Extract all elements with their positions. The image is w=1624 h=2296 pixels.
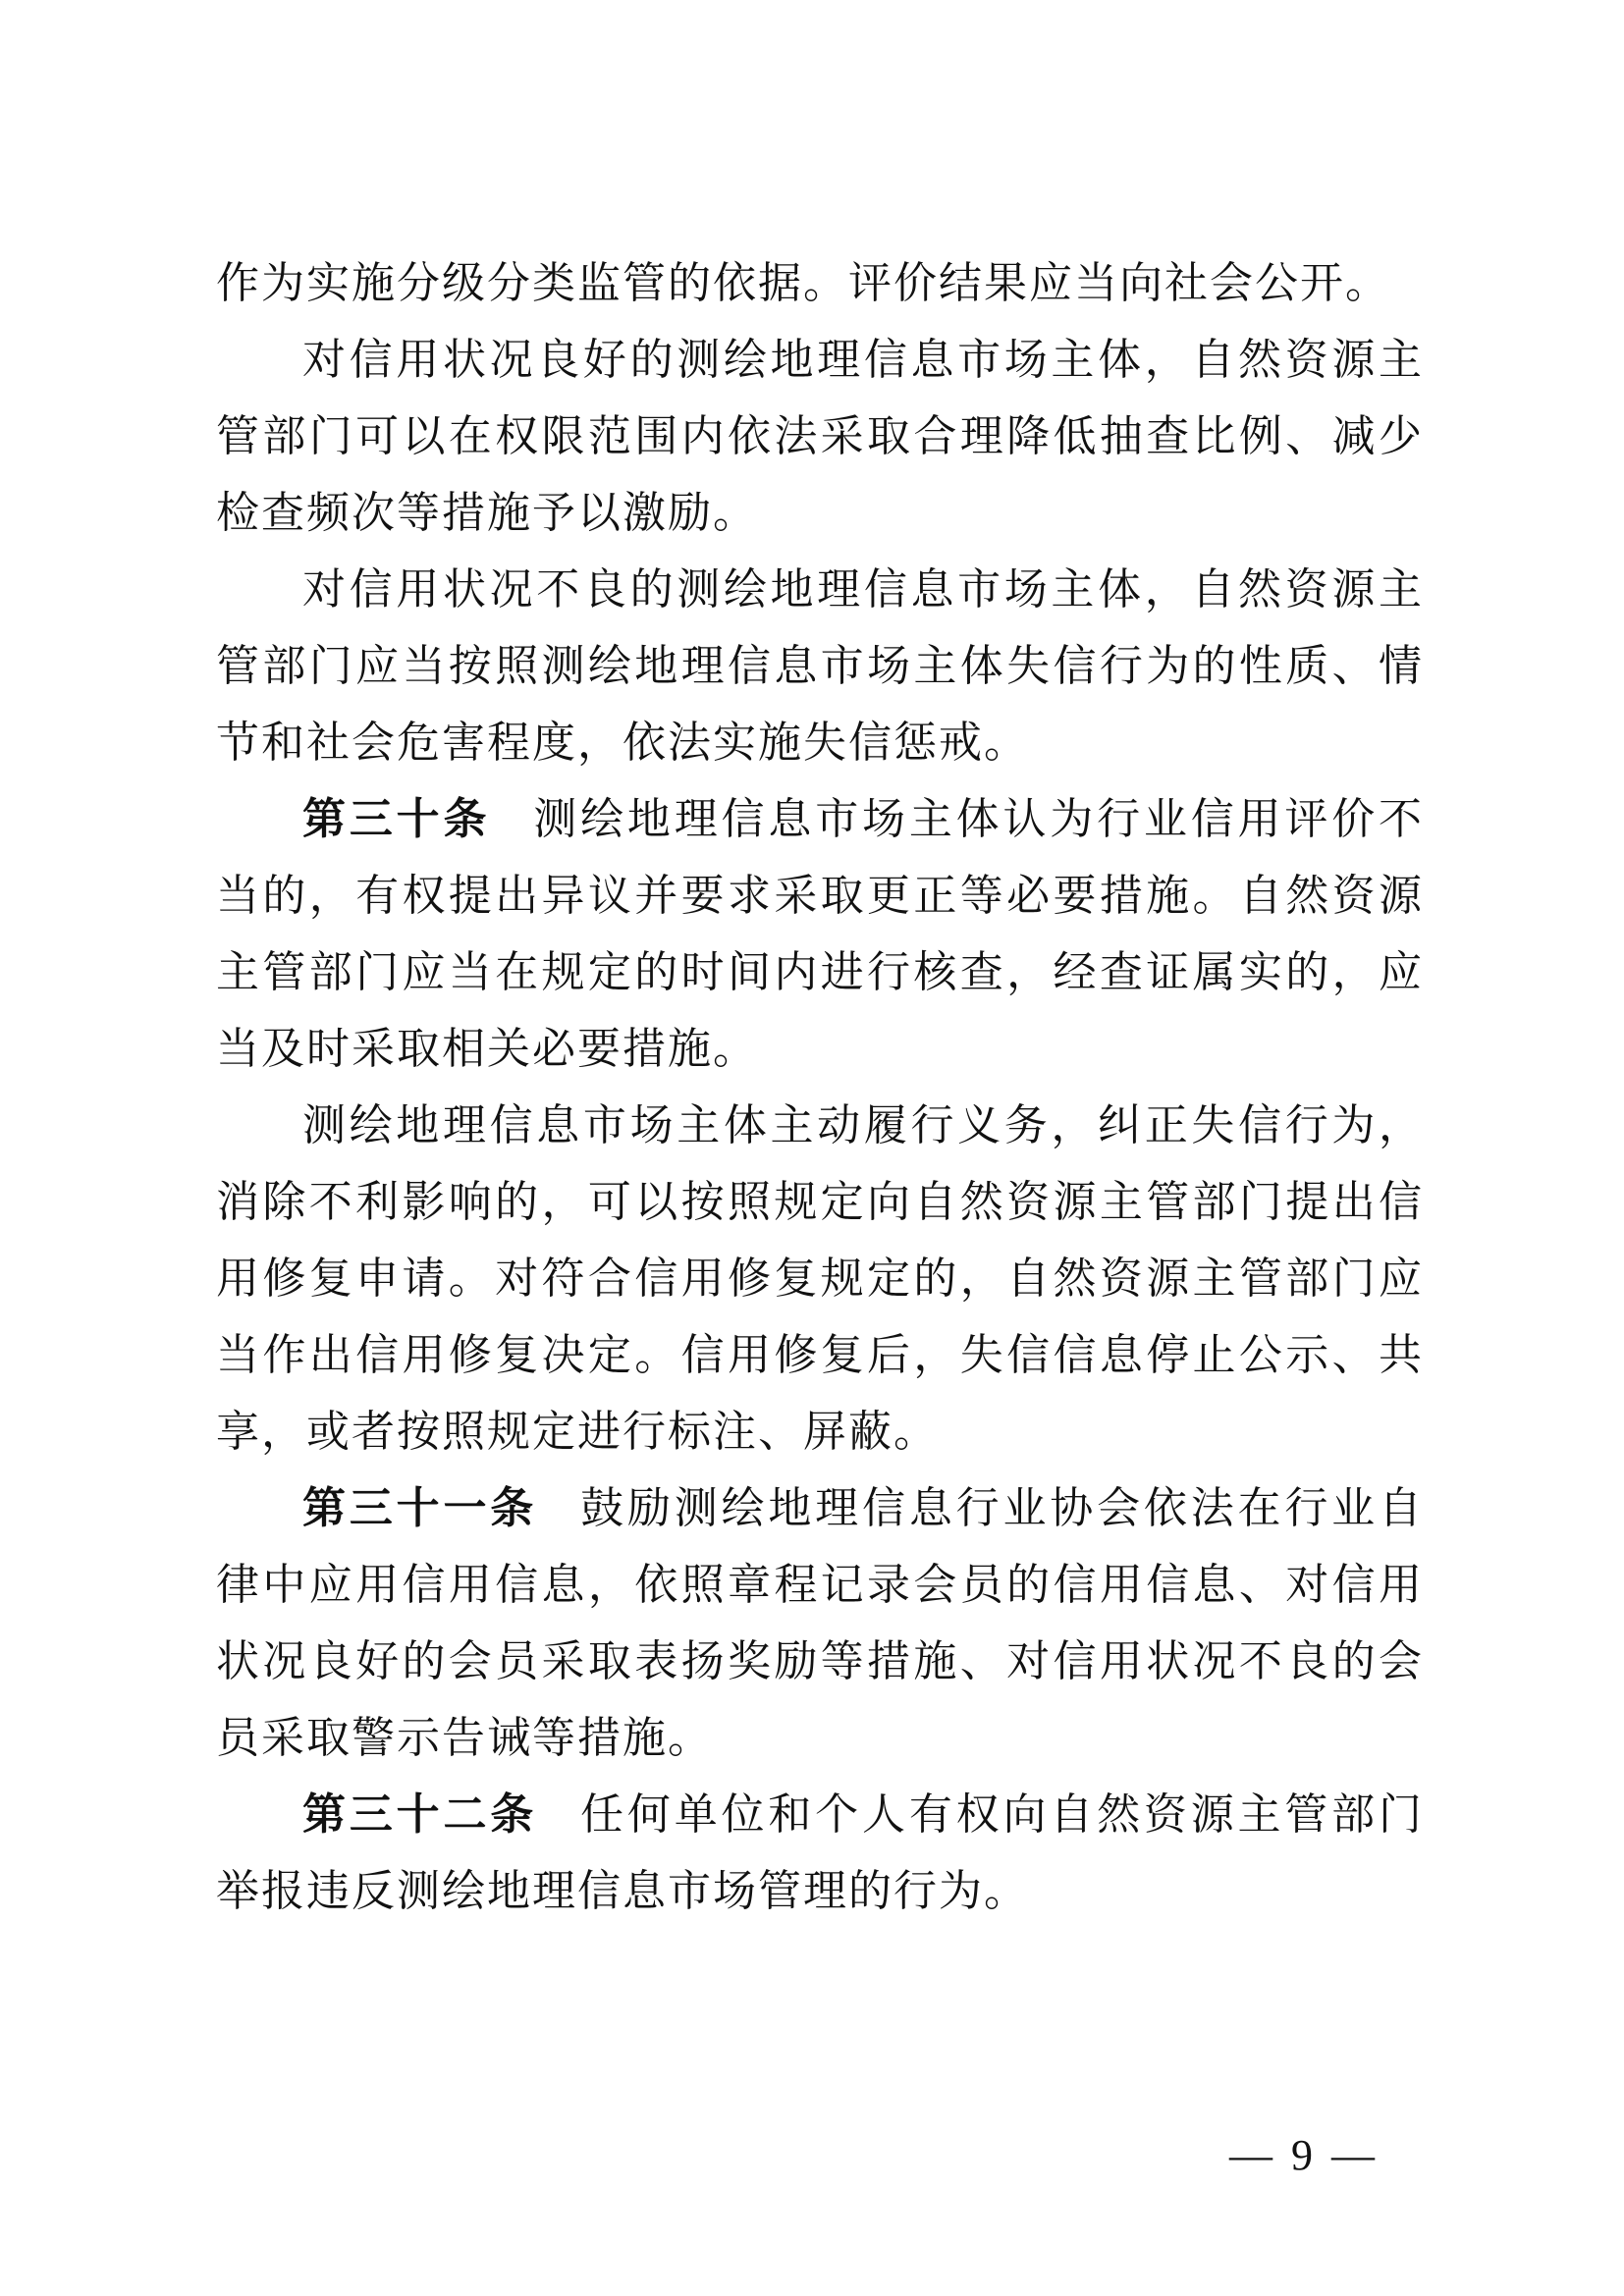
paragraph-3-text: 对信用状况不良的测绘地理信息市场主体，自然资源主管部门应当按照测绘地理信息市场主体失信行为的性质、情节和社会危害程度，依法实施失信惩戒。 — [216, 564, 1424, 768]
article-32-label: 第三十二条 — [302, 1789, 538, 1840]
article-30-text: 测绘地理信息市场主体认为行业信用评价不当的，有权提出异议并要求采取更正等必要措施。自然资源主管部门应当在规定的时间内进行核查，经查证属实的，应当及时采取相关必要措施。 — [216, 794, 1425, 1074]
article-31-label: 第三十一条 — [302, 1483, 538, 1533]
paragraph-3 — [216, 552, 1424, 781]
paragraph-2 — [216, 322, 1424, 552]
article-31-text: 鼓励测绘地理信息行业协会依法在行业自律中应用信用信息，依照章程记录会员的信用信息、对信用状况良好的会员采取表扬奖励等措施、对信用状况不良的会员采取警示告诫等措施。 — [216, 1483, 1425, 1763]
paragraph-5 — [216, 1088, 1424, 1470]
body-text — [216, 245, 1424, 1930]
article-31 — [216, 1470, 1424, 1777]
article-32 — [216, 1777, 1424, 1930]
article-32-text: 任何单位和个人有权向自然资源主管部门举报违反测绘地理信息市场管理的行为。 — [216, 1789, 1425, 1916]
page-number: — 9 — — [1229, 2131, 1379, 2179]
paragraph-1-text: 作为实施分级分类监管的依据。评价结果应当向社会公开。 — [216, 258, 1390, 308]
paragraph-1 — [216, 245, 1424, 322]
article-30 — [216, 781, 1424, 1088]
paragraph-5-text: 测绘地理信息市场主体主动履行义务，纠正失信行为，消除不利影响的，可以按照规定向自然资源主管部门提出信用修复申请。对符合信用修复规定的，自然资源主管部门应当作出信用修复决定。信用修复后，失信信息停止公示、共享，或者按照规定进行标注、屏蔽。 — [216, 1100, 1424, 1457]
paragraph-2-text: 对信用状况良好的测绘地理信息市场主体，自然资源主管部门可以在权限范围内依法采取合理降低抽查比例、减少检查频次等措施予以激励。 — [216, 335, 1424, 538]
article-30-label: 第三十条 — [302, 794, 491, 844]
